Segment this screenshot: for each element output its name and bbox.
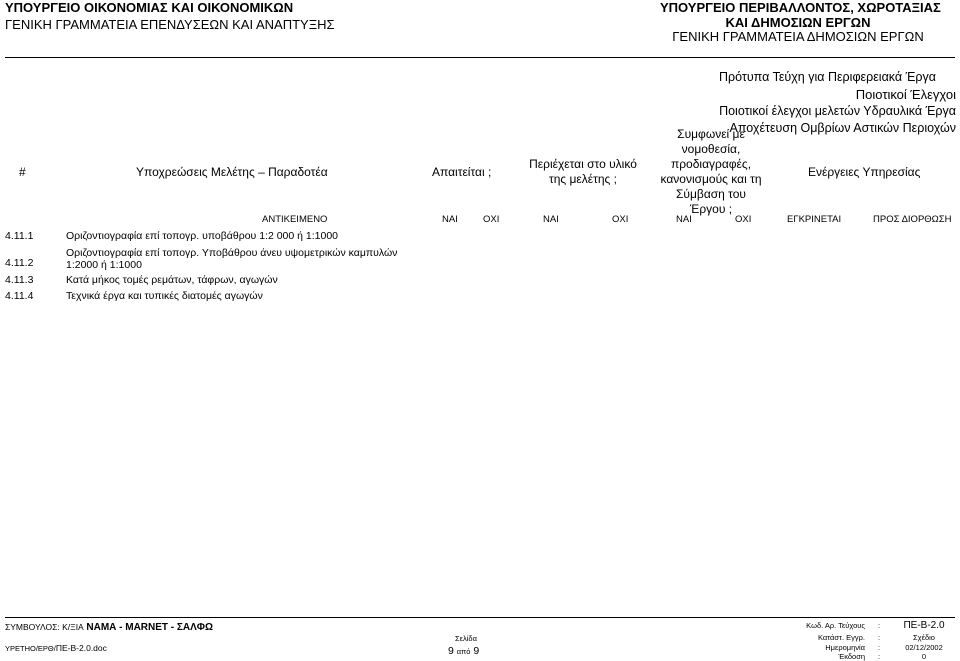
- row-number: 4.11.3: [5, 274, 34, 286]
- code-colon: :: [878, 621, 881, 630]
- row-text-continued: 1:2000 ή 1:1000: [66, 259, 142, 271]
- col-compliant-line3: προδιαγραφές,: [670, 157, 752, 171]
- edition-label: Έκδοση: [838, 652, 865, 661]
- sub-yes-included: ΝΑΙ: [543, 214, 559, 225]
- status-colon: :: [878, 633, 881, 642]
- page-label: Σελίδα: [455, 634, 477, 643]
- edition-value: 0: [921, 652, 927, 661]
- sub-yes-compliant: ΝΑΙ: [676, 214, 692, 225]
- sub-yes-required: ΝΑΙ: [442, 214, 458, 225]
- col-required: Απαιτείται ;: [432, 165, 492, 179]
- doc-title-line4: Αποχέτευση Ομβρίων Αστικών Περιοχών: [729, 121, 956, 135]
- col-hash: #: [19, 165, 26, 179]
- row-number: 4.11.4: [5, 290, 34, 302]
- code-label: Κωδ. Αρ. Τεύχους: [806, 621, 865, 630]
- page-number: 9 από 9: [448, 645, 480, 657]
- col-compliant-line4: κανονισμούς και τη: [660, 172, 762, 186]
- col-compliant-line1: Συμφωνεί με: [677, 127, 745, 141]
- sub-approved: ΕΓΚΡΙΝΕΤΑΙ: [787, 214, 842, 225]
- sub-for-correction: ΠΡΟΣ ΔΙΟΡΘΩΣΗ: [873, 214, 952, 225]
- row-text: Κατά μήκος τομές ρεμάτων, τάφρων, αγωγών: [66, 274, 278, 286]
- col-compliant-line6: Έργου ;: [689, 202, 733, 216]
- date-colon: :: [878, 643, 881, 652]
- col-compliant-line5: Σύμβαση του: [676, 187, 746, 201]
- sub-no-required: ΟΧΙ: [483, 214, 500, 225]
- status-label: Κατάστ. Εγγρ.: [817, 633, 865, 642]
- consultant-name: ΝΑΜΑ - MARNET - ΣΑΛΦΩ: [86, 622, 214, 633]
- right-ministry-line1: ΥΠΟΥΡΓΕΙΟ ΠΕΡΙΒΑΛΛΟΝΤΟΣ, ΧΩΡΟΤΑΞΙΑΣ: [660, 0, 941, 15]
- row-text: Οριζοντιογραφία επί τοπογρ. υποβάθρου 1:2 000 ή 1:1000: [66, 230, 339, 242]
- doc-title-line3: Ποιοτικοί έλεγχοι μελετών Υδραυλικά Έργα: [719, 104, 956, 118]
- file-name: ΥΡΕΤΗΟ/ΕΡΘ/ΠΕ-Β-2.0.doc: [5, 643, 107, 653]
- consultant-label: ΣΥΜΒΟΥΛΟΣ: Κ/ΞΙΑ ΝΑΜΑ - MARNET - ΣΑΛΦΩ: [5, 622, 214, 633]
- row-text: Οριζοντιογραφία επί τοπογρ. Υποβάθρου άνευ υψομετρικών καμπυλών: [66, 247, 398, 259]
- col-included-line2: της μελέτης ;: [548, 172, 617, 186]
- footer-divider: [5, 617, 955, 618]
- col-included-line1: Περιέχεται στο υλικό: [529, 157, 637, 171]
- row-number: 4.11.2: [5, 257, 34, 269]
- left-ministry: ΥΠΟΥΡΓΕΙΟ ΟΙΚΟΝΟΜΙΑΣ ΚΑΙ ΟΙΚΟΝΟΜΙΚΩΝ: [5, 0, 294, 15]
- left-secretariat: ΓΕΝΙΚΗ ΓΡΑΜΜΑΤΕΙΑ ΕΠΕΝΔΥΣΕΩΝ ΚΑΙ ΑΝΑΠΤΥΞΗΣ: [5, 17, 335, 32]
- doc-title-line2: Ποιοτικοί Έλεγχοι: [855, 87, 956, 102]
- sub-no-included: ΟΧΙ: [612, 214, 629, 225]
- header-divider: [5, 57, 955, 58]
- col-actions: Ενέργειες Υπηρεσίας: [808, 165, 921, 179]
- row-number: 4.11.1: [5, 230, 34, 242]
- date-label: Ημερομηνία: [825, 643, 865, 652]
- doc-title-line1: Πρότυπα Τεύχη για Περιφερειακά Έργα: [718, 70, 936, 84]
- right-ministry-line2: ΚΑΙ ΔΗΜΟΣΙΩΝ ΕΡΓΩΝ: [725, 15, 871, 30]
- date-value: 02/12/2002: [905, 643, 943, 652]
- code-value: ΠΕ-Β-2.0: [903, 620, 945, 631]
- sub-object: ΑΝΤΙΚΕΙΜΕΝΟ: [262, 214, 328, 225]
- edition-colon: :: [878, 652, 881, 661]
- col-obligations: Υποχρεώσεις Μελέτης – Παραδοτέα: [136, 165, 328, 179]
- row-text: Τεχνικά έργα και τυπικές διατομές αγωγών: [66, 290, 263, 302]
- right-secretariat: ΓΕΝΙΚΗ ΓΡΑΜΜΑΤΕΙΑ ΔΗΜΟΣΙΩΝ ΕΡΓΩΝ: [672, 29, 924, 44]
- col-compliant-line2: νομοθεσία,: [681, 142, 741, 156]
- status-value: Σχέδιο: [913, 633, 935, 642]
- sub-no-compliant: ΟΧΙ: [735, 214, 752, 225]
